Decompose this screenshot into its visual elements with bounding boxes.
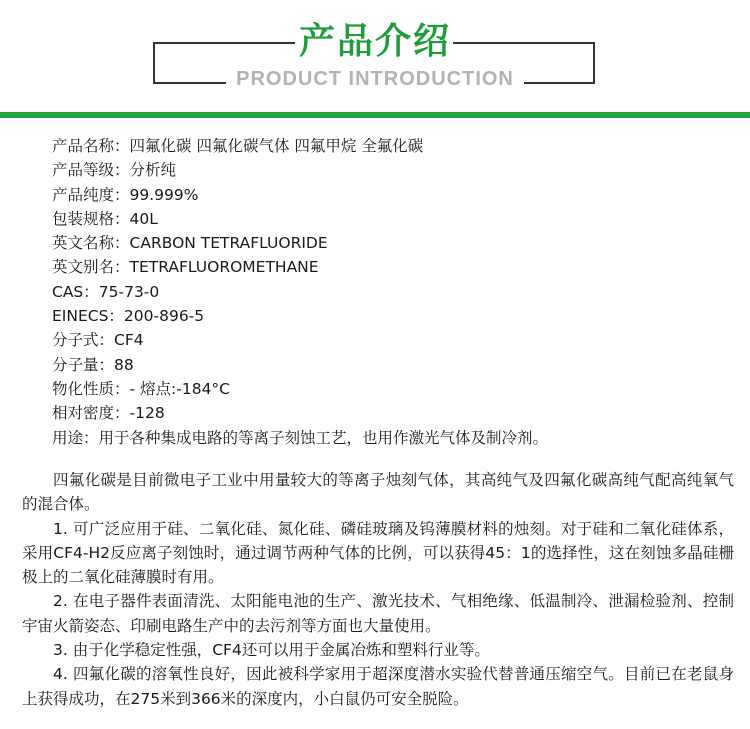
- spec-label: 用途：: [52, 428, 99, 447]
- spec-row-molecular-weight: [52, 353, 548, 377]
- spec-row-product-name: [52, 134, 548, 158]
- description-paragraph: 四氟化碳是目前微电子工业中用量较大的等离子烛刻气体，其高纯气及四氟化碳高纯气配高纯氧气的混合体。: [22, 471, 734, 514]
- spec-label: 包装规格：: [52, 209, 130, 228]
- spec-value: -128: [129, 404, 165, 423]
- spec-label: 相对密度：: [52, 404, 130, 423]
- spec-label: 分子量：: [52, 355, 115, 374]
- spec-list: [52, 134, 548, 450]
- spec-row-english-alias: [52, 255, 548, 279]
- spec-row-einecs: [52, 304, 548, 328]
- spec-value: 88: [114, 355, 134, 374]
- spec-label: EINECS：: [52, 307, 124, 326]
- spec-row-density: [52, 401, 548, 425]
- spec-label: 物化性质：: [52, 379, 130, 398]
- description-paragraph: 2. 在电子器件表面清洗、太阳能电池的生产、激光技术、气相绝缘、低温制冷、泄漏检验剂、控制宇宙火箭姿态、印刷电路生产中的去污剂等方面也大量使用。: [22, 592, 734, 635]
- spec-label: 英文别名：: [52, 258, 130, 277]
- spec-value: - 熔点:-184°C: [129, 379, 231, 398]
- spec-label: CAS：: [52, 282, 99, 301]
- spec-label: 分子式：: [52, 331, 115, 350]
- spec-row-usage: [52, 426, 548, 450]
- spec-label: 产品纯度：: [52, 185, 130, 204]
- spec-value: 用于各种集成电路的等离子刻蚀工艺，也用作激光气体及制冷剂。: [98, 428, 549, 447]
- spec-value: 分析纯: [129, 161, 177, 180]
- description-paragraph: 3. 由于化学稳定性强，CF4还可以用于金属冶炼和塑料行业等。: [53, 641, 490, 660]
- description-paragraph: 1. 可广泛应用于硅、二氧化硅、氮化硅、磷硅玻璃及钨薄膜材料的烛刻。对于硅和二氧化硅体系，采用CF4-H2反应离子刻蚀时，通过调节两种气体的比例，可以获得45：1的选择性，这在刻蚀多晶硅栅极上的二氧化硅薄膜时有用。: [22, 519, 734, 587]
- spec-value: CARBON TETRAFLUORIDE: [129, 234, 328, 253]
- spec-row-grade: [52, 158, 548, 182]
- spec-label: 英文名称：: [52, 234, 130, 253]
- spec-label: 产品等级：: [52, 161, 130, 180]
- spec-value: 四氟化碳 四氟化碳气体 四氟甲烷 全氟化碳: [129, 137, 424, 155]
- spec-row-english-name: [52, 231, 548, 255]
- spec-value: CF4: [114, 331, 144, 350]
- spec-value: TETRAFLUOROMETHANE: [129, 258, 319, 277]
- spec-label: 产品名称：: [52, 137, 130, 155]
- spec-row-purity: [52, 183, 548, 207]
- spec-value: 40L: [129, 209, 158, 228]
- spec-row-package: [52, 207, 548, 231]
- description-section: [22, 468, 734, 711]
- spec-row-properties: [52, 377, 548, 401]
- spec-row-formula: [52, 328, 548, 352]
- spec-value: 99.999%: [129, 185, 199, 204]
- description-paragraph: 4. 四氟化碳的溶氧性良好，因此被科学家用于超深度潜水实验代替普通压缩空气。目前已在老鼠身上获得成功，在275米到366米的深度内，小白鼠仍可安全脱险。: [22, 665, 734, 708]
- spec-value: 75-73-0: [98, 282, 160, 301]
- spec-value: 200-896-5: [123, 307, 205, 326]
- spec-row-cas: [52, 280, 548, 304]
- section-title: 产品介绍: [298, 21, 451, 62]
- green-divider: [0, 112, 750, 118]
- section-subtitle: PRODUCT INTRODUCTION: [0, 68, 750, 91]
- product-intro-header: [0, 0, 750, 118]
